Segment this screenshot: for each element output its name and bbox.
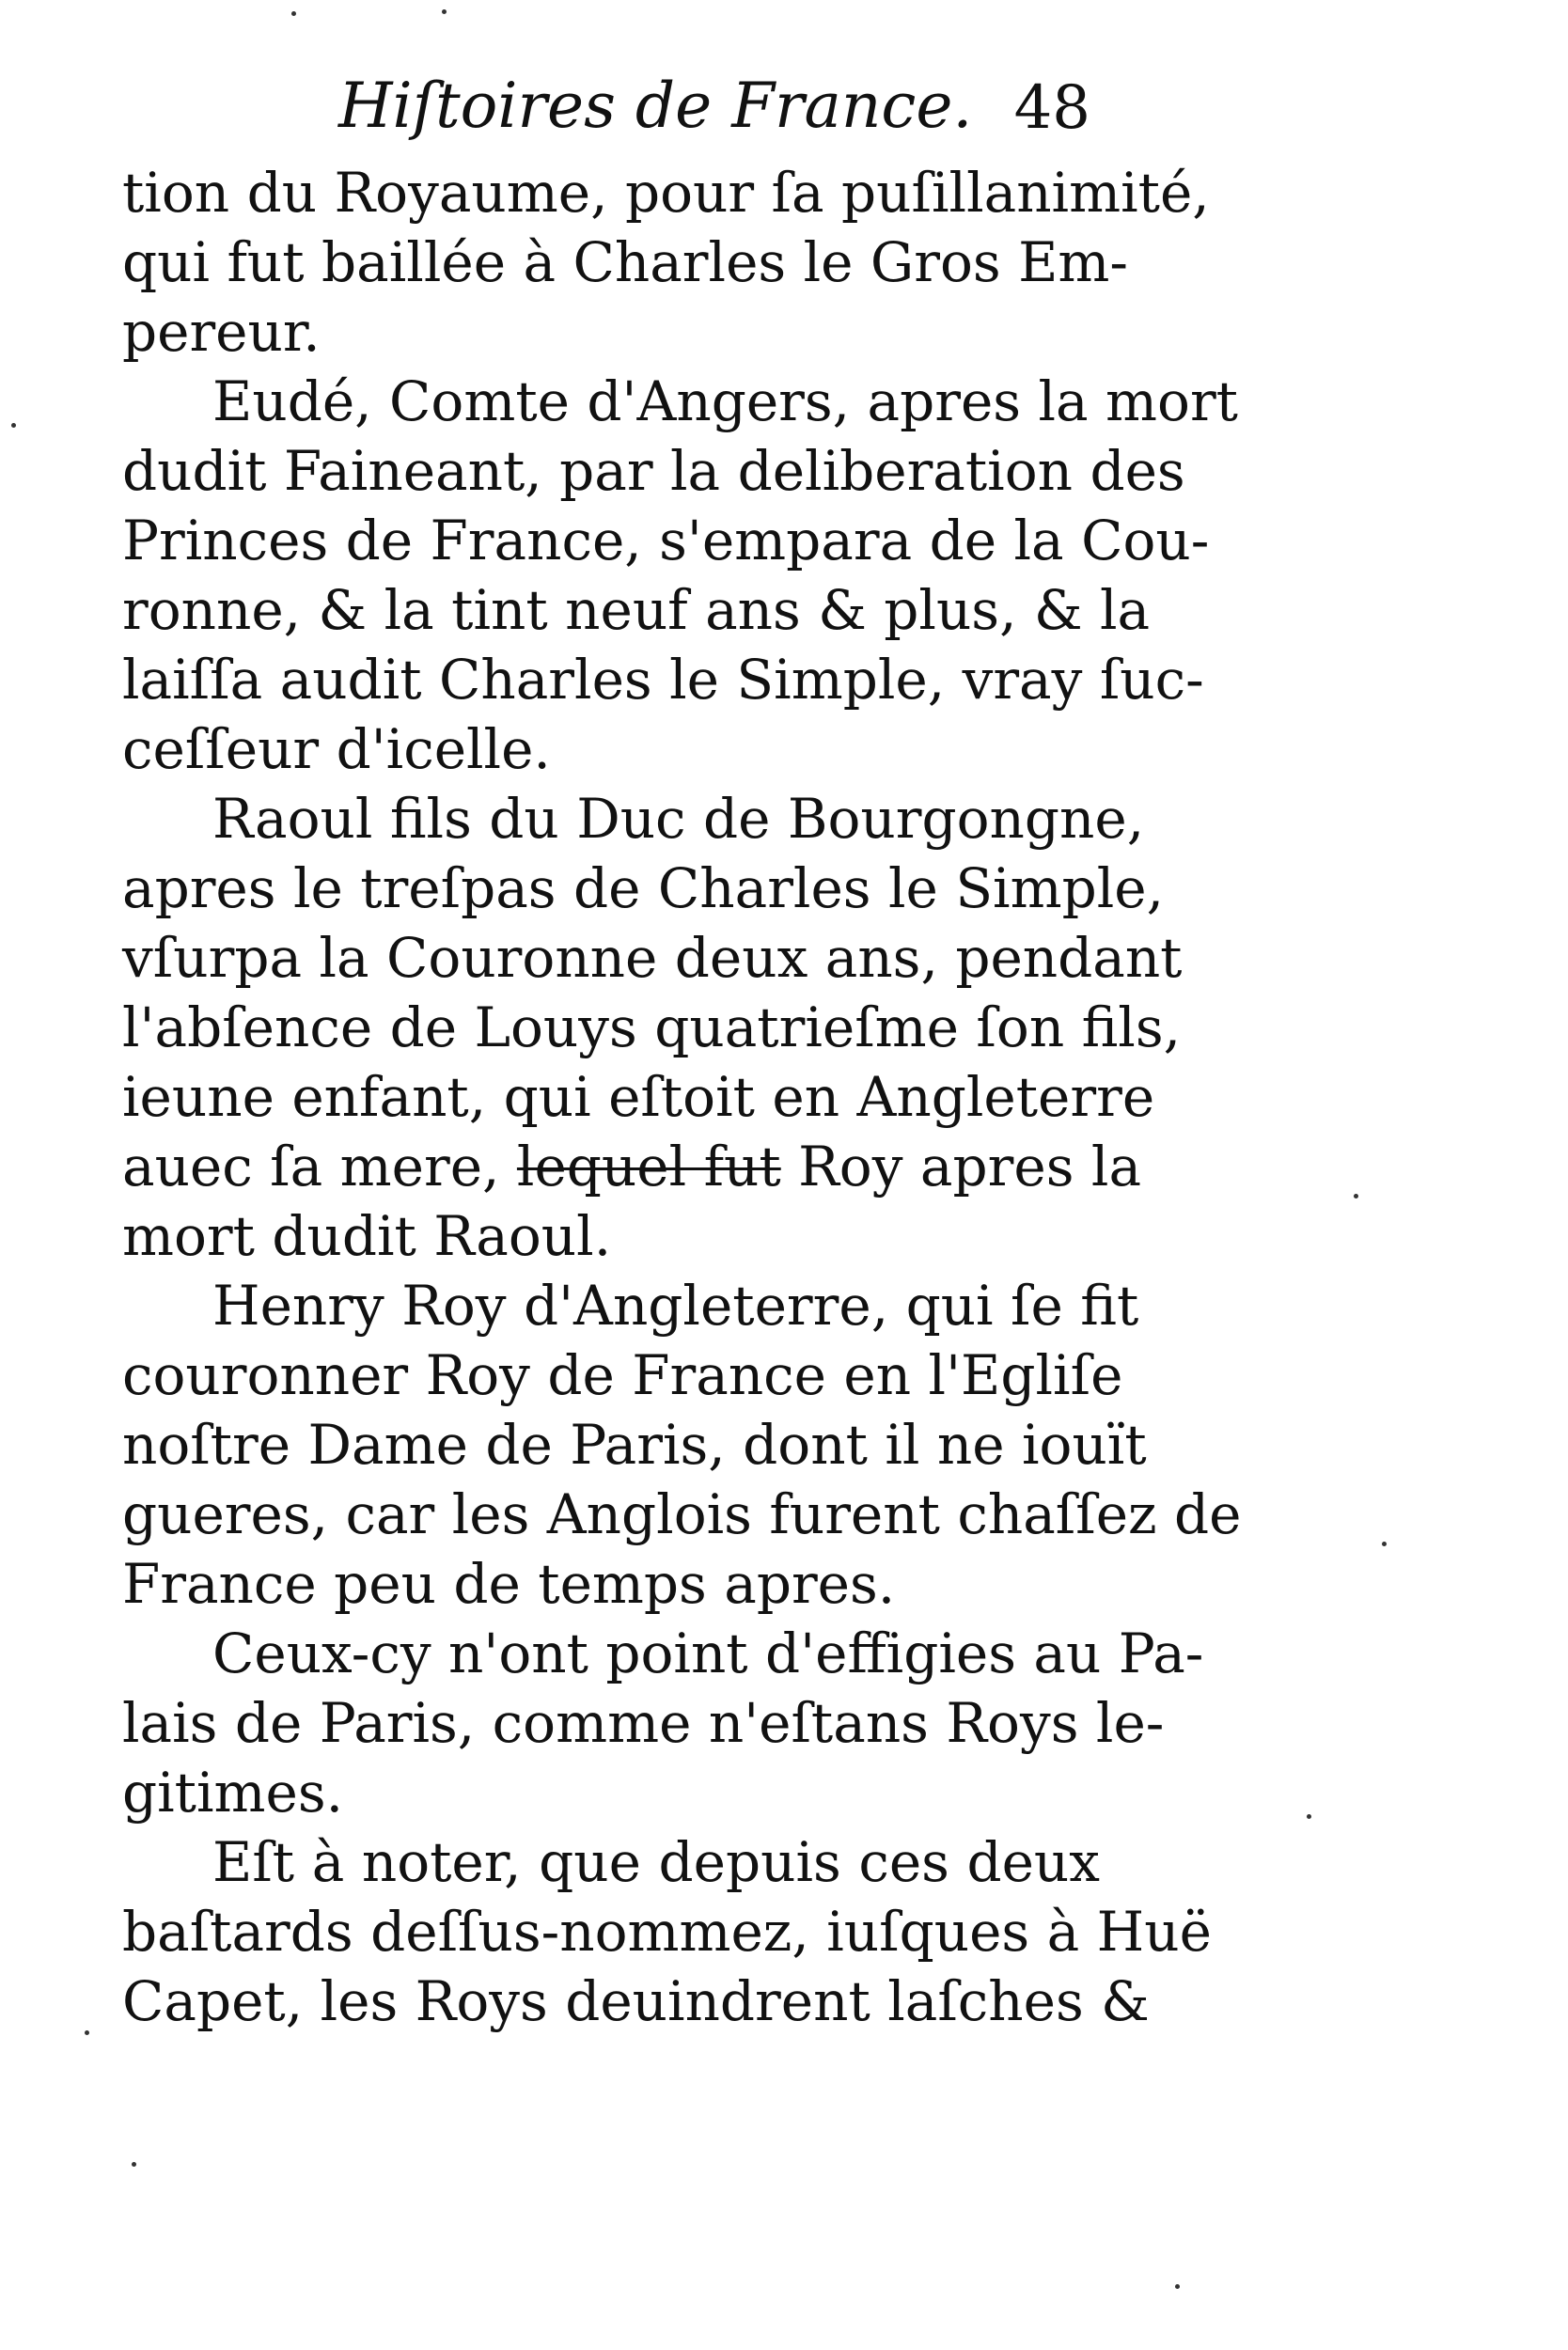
speck — [1354, 1194, 1358, 1198]
speck — [132, 2162, 136, 2167]
text-line: l'abſence de Louys quatrieſme ſon fils, — [122, 995, 1182, 1059]
text-line: Ceux-cy n'ont point d'effigies au Pa- — [212, 1622, 1204, 1685]
text-line-with-strike — [122, 1132, 1142, 1201]
speck — [1382, 1542, 1387, 1546]
text-line: mort dudit Raoul. — [122, 1204, 612, 1268]
text-line: dudit Faineant, par la deliberation des — [122, 439, 1185, 503]
paragraph-4 — [122, 1271, 1242, 1619]
text-line: apres le treſpas de Charles le Simple, — [122, 856, 1165, 920]
text-line: Eudé, Comte d'Angers, apres la mort — [212, 369, 1238, 433]
text-line: laiſſa audit Charles le Simple, vray ſuc- — [122, 648, 1204, 712]
text-line: Raoul fils du Duc de Bourgongne, — [212, 787, 1145, 851]
running-title: Hiſtoires de France. — [338, 70, 973, 142]
text-line: gueres, car les Anglois furent chaſſez de — [122, 1482, 1242, 1546]
text-segment: Roy apres la — [798, 1135, 1142, 1198]
text-line: ronne, & la tint neuf ans & plus, & la — [122, 578, 1151, 642]
text-line: lais de Paris, comme n'eſtans Roys le- — [122, 1691, 1165, 1755]
text-line: ceſſeur d'icelle. — [122, 717, 551, 781]
page-header — [122, 56, 1090, 160]
text-line: gitimes. — [122, 1761, 344, 1825]
paragraph-5 — [122, 1619, 1204, 1827]
text-line: pereur. — [122, 300, 321, 364]
struck-text: lequel fut — [516, 1135, 781, 1198]
text-line: qui fut baillée à Charles le Gros Em- — [122, 230, 1129, 294]
speck — [291, 11, 296, 16]
paragraph-1 — [122, 158, 1210, 367]
text-line: baſtards deſſus-nommez, iuſques à Huë — [122, 1900, 1212, 1964]
text-line: Henry Roy d'Angleterre, qui ſe fit — [212, 1274, 1139, 1338]
text-line: couronner Roy de France en l'Egliſe — [122, 1343, 1123, 1407]
speck — [11, 423, 16, 428]
speck — [1175, 2284, 1180, 2289]
paragraph-2 — [122, 367, 1238, 784]
paragraph-6 — [122, 1827, 1212, 2036]
text-line: Princes de France, s'empara de la Cou- — [122, 509, 1210, 572]
page-number: 48 — [1013, 73, 1090, 143]
text-line: tion du Royaume, pour ſa puſillanimité, — [122, 161, 1210, 225]
body-text — [122, 158, 1242, 2036]
speck — [1307, 1814, 1311, 1819]
paragraph-3 — [122, 784, 1183, 1271]
text-line: France peu de temps apres. — [122, 1552, 896, 1616]
text-line: vſurpa la Couronne deux ans, pendant — [122, 926, 1183, 990]
text-segment: auec ſa mere, — [122, 1135, 500, 1198]
text-line: Eſt à noter, que depuis ces deux — [212, 1830, 1100, 1894]
speck — [85, 2030, 89, 2035]
text-line: Capet, les Roys deuindrent laſches & — [122, 1969, 1150, 2033]
text-line: noſtre Dame de Paris, dont il ne iouït — [122, 1413, 1147, 1477]
speck — [442, 9, 447, 14]
text-line: ieune enfant, qui eſtoit en Angleterre — [122, 1065, 1155, 1129]
